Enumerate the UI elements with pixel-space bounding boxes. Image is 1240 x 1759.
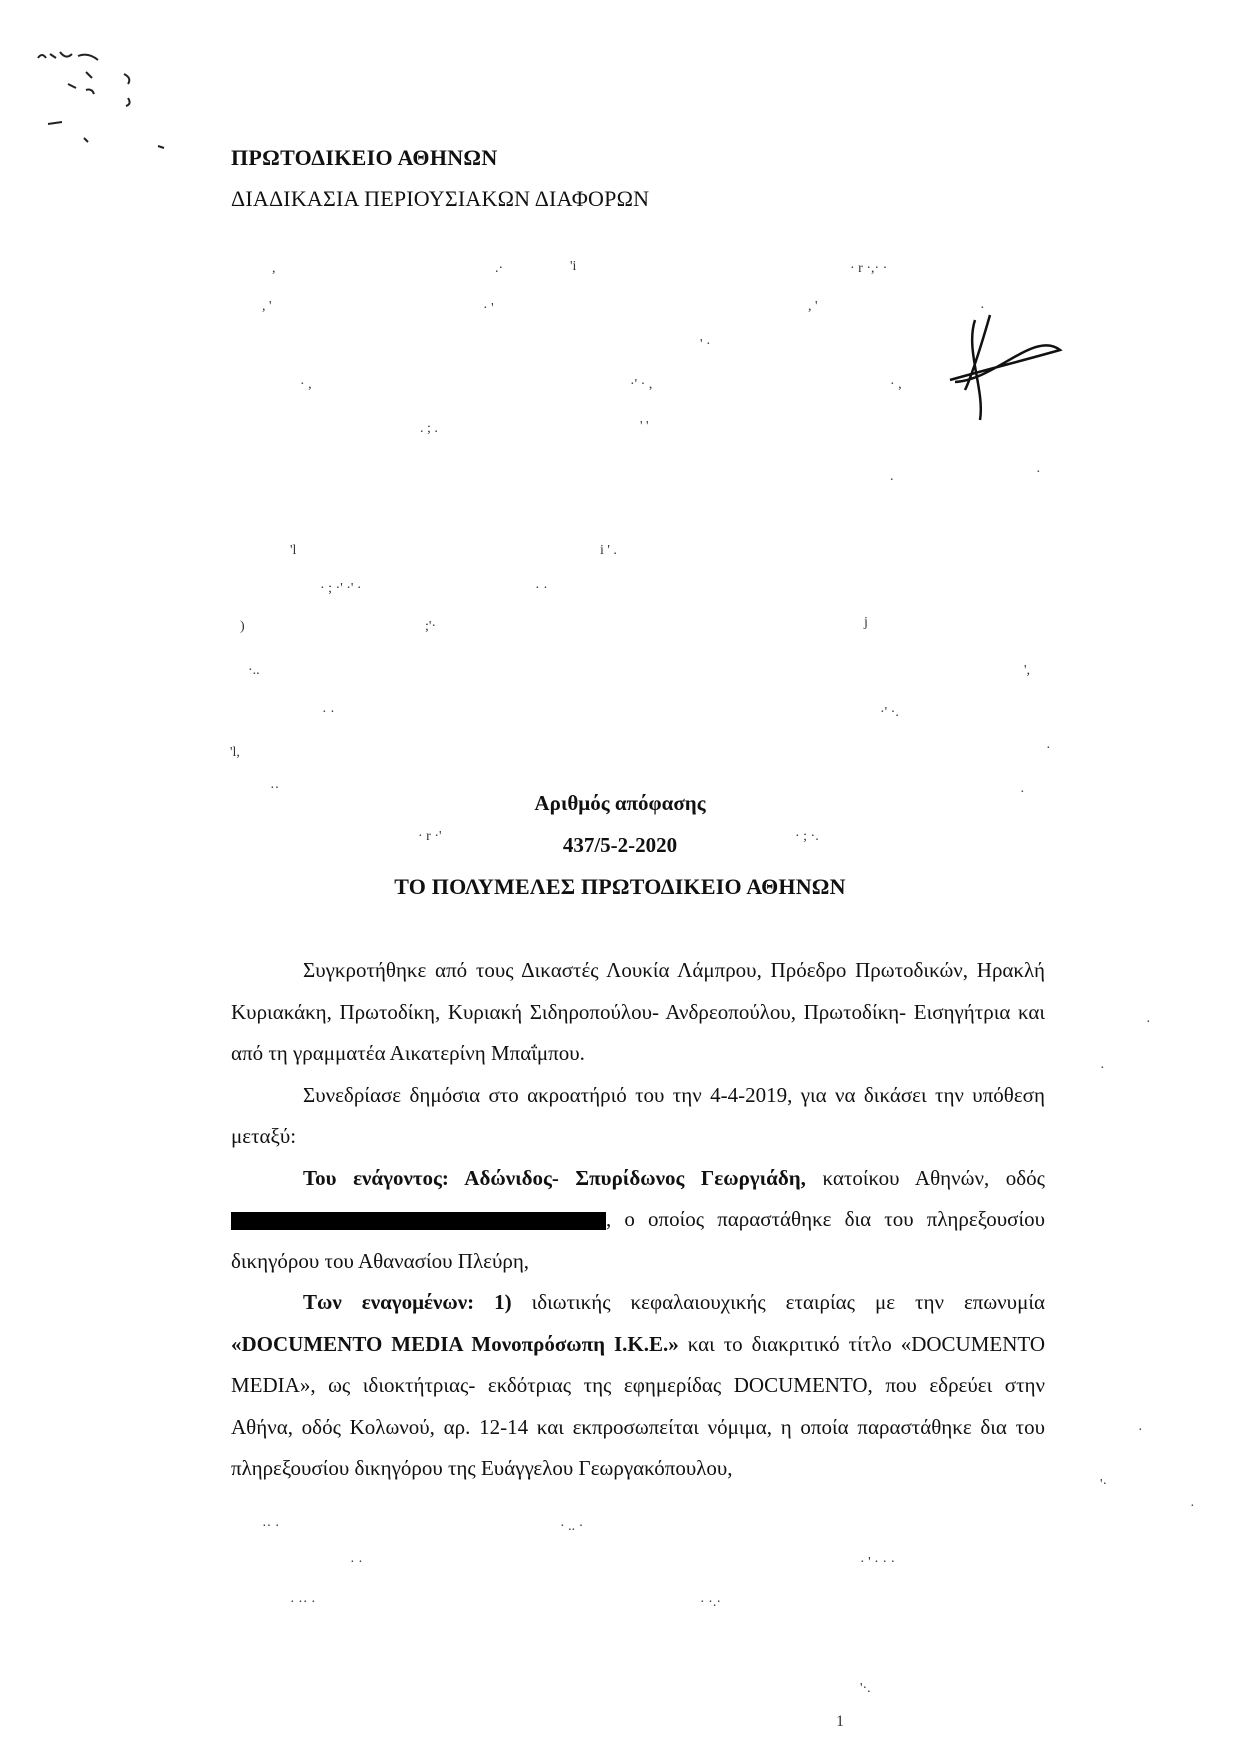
redaction-bar bbox=[231, 1212, 606, 1230]
handwritten-signature bbox=[945, 310, 1065, 430]
company-name: «DOCUMENTO MEDIA Μονοπρόσωπη Ι.Κ.Ε.» bbox=[231, 1331, 679, 1356]
session-paragraph: Συνεδρίασε δημόσια στο ακροατήριό του την 4-4-2019, για να δικάσει την υπόθεση μεταξύ: bbox=[231, 1082, 1045, 1148]
plaintiff-label: Του ενάγοντος: Αδώνιδος- Σπυρίδωνος Γεωργιάδη, bbox=[303, 1165, 806, 1190]
plaintiff-address-text: κατοίκου Αθηνών, οδός bbox=[805, 1165, 1045, 1190]
decision-number: 437/5-2-2020 bbox=[562, 833, 678, 857]
court-title: ΤΟ ΠΟΛΥΜΕΛΕΣ ΠΡΩΤΟΔΙΚΕΙΟ ΑΘΗΝΩΝ bbox=[394, 874, 846, 899]
decision-number-label: Αριθμός απόφασης bbox=[534, 791, 706, 815]
defendants-text-1: ιδιωτικής κεφαλαιουχικής εταιρίας με την επωνυμία bbox=[511, 1290, 1045, 1314]
defendants-paragraph bbox=[231, 1282, 1045, 1490]
defendants-text-2: και το διακριτικό τίτλο «DOCUMENTO MEDIA», ως ιδιοκτήτριας- εκδότριας της εφημερίδας DOCUMENTO, που εδρεύει στην Αθήνα, οδός Κολωνού, αρ. 12-14 και εκπροσωπείται νόμιμα, η οποία παραστάθηκε δια του πληρεξουσίου δικηγόρου της Ευάγγελου Γεωργακόπουλου, bbox=[231, 1331, 1045, 1480]
decision-body bbox=[231, 950, 1045, 1490]
court-header: ΠΡΩΤΟΔΙΚΕΙΟ ΑΘΗΝΩΝ bbox=[231, 145, 498, 170]
plaintiff-counsel-text: , ο οποίος παραστάθηκε δια του πληρεξουσίου δικηγόρου του Αθανασίου Πλεύρη, bbox=[231, 1207, 1045, 1273]
document-page: ΠΡΩΤΟΔΙΚΕΙΟ ΑΘΗΝΩΝ ΔΙΑΔΙΚΑΣΙΑ ΠΕΡΙΟΥΣΙΑΚΩΝ ΔΙΑΦΟΡΩΝ , .· 'i · r ·,· · , ' · ' , ' · ' · · , ·' · , · , . ; . ' ' . · 'l i ' . · ; ·' ·' · · · ) ;'· j ·.. ', · · ·' ·. 'l, · ·· · · r ·' · ; ·. · · · '· · ·· · · .. · · · · ' · · · · ·· · · ·.· '·. Αριθμός απόφασης 437/5-2-2020 ΤΟ ΠΟΛΥΜΕΛΕΣ ΠΡΩΤΟΔΙΚΕΙΟ ΑΘΗΝΩΝ Συγκροτήθηκε από τους Δικαστές Λουκία Λάμπρου, Πρόεδρο Πρωτοδικών, Ηρακλή Κυριακάκη, Πρωτοδίκη, Κυριακή Σιδηροπούλου- Ανδρεοπούλου, Πρωτοδίκη- Εισηγήτρια και από τη γραμματέα Αικατερίνη Μπαΐμπου. Συνεδρίασε δημόσια στο ακροατήριό του την 4-4-2019, για να δικάσει την υπόθεση μεταξύ: Του ενάγοντος: Αδώνιδος- Σπυρίδωνος Γεωργιάδη, κατοίκου Αθηνών, οδός , ο οποίος παραστάθηκε δια του πληρεξουσίου δικηγόρου του Αθανασίου Πλεύρη, Των εναγομένων: 1) ιδιωτικής κεφαλαιουχικής εταιρίας με την επωνυμία «DOCUMENTO MEDIA Μονοπρόσωπη Ι.Κ.Ε.» και το διακριτικό τίτλο «DOCUMENTO MEDIA», ως ιδιοκτήτριας- εκδότριας της εφημερίδας DOCUMENTO, που εδρεύει στην Αθήνα, οδός Κολωνού, αρ. 12-14 και εκπροσωπείται νόμιμα, η οποία παραστάθηκε δια του πληρεξουσίου δικηγόρου της Ευάγγελου Γεωργακόπουλου, 1 bbox=[0, 0, 1240, 1759]
procedure-header: ΔΙΑΔΙΚΑΣΙΑ ΠΕΡΙΟΥΣΙΑΚΩΝ ΔΙΑΦΟΡΩΝ bbox=[231, 186, 650, 211]
stamp-marks bbox=[28, 46, 178, 156]
composition-paragraph: Συγκροτήθηκε από τους Δικαστές Λουκία Λάμπρου, Πρόεδρο Πρωτοδικών, Ηρακλή Κυριακάκη, Πρωτοδίκη, Κυριακή Σιδηροπούλου- Ανδρεοπούλου, Πρωτοδίκη- Εισηγήτρια και από τη γραμματέα Αικατερίνη Μπαΐμπου. bbox=[231, 958, 1045, 1065]
defendants-label: Των εναγομένων: 1) bbox=[303, 1290, 512, 1314]
page-mark: 1 bbox=[836, 1713, 844, 1730]
plaintiff-paragraph bbox=[231, 1158, 1045, 1283]
